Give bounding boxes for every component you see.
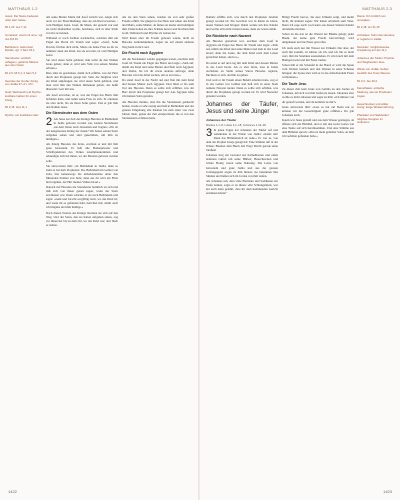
- paragraph: Als Herodes merkte, dass ihn die Sterndeuter getäuscht hatten, wurde er sehr zornig und ließ in Bethlehem und der ganzen Umgebung alle Knaben bis zum Alter von zwei Jahren töten, genau der Zeit entsprechend, die er von den Sterndeutern erfahren hatte.: [122, 99, 194, 120]
- paragraph: Als Josef erwachte, tat er, was der Engel des Herrn ihm befohlen hatte, und nahm seine Frau zu sich. Er erkannte sie aber nicht, bis sie ihren Sohn gebar. Und er gab ihm den Namen Jesus.: [46, 92, 118, 109]
- text-column: [206, 15, 278, 196]
- section-heading: Die Sterndeuter aus dem Osten: [46, 111, 99, 116]
- paragraph: Als Johannes sah, dass viele Pharisäer und Sadduzäer zur Taufe kamen, sagte er zu ihnen: »Ihr Schlangenbrut, wer hat euch denn gelehrt, dass ihr dem kommenden Gericht entrinnen könnt?: [206, 178, 278, 195]
- chapter-number: 3: [206, 127, 213, 140]
- paragraph: Und weil er im Traum einen Befehl erhalten hatte, zog er in das Gebiet von Galiläa und ließ sich in einer Stadt namens Nazaret nieder. Denn es sollte sich erfüllen, was durch die Propheten gesagt worden ist: Er wird Nazoräer genannt werden.: [206, 78, 278, 99]
- subsection-heading: Johannes der Täufer: [206, 118, 237, 123]
- paragraph-text: In jenen Tagen trat Johannes der Täufer auf und verkündete in der Wüste von Judäa: »Kehrt um! Denn das Himmelreich ist nahe.« Er war es, von dem der Prophet Jesaja gesagt hat: Eine Stimme ruft in der Wüste: Bereitet dem Herrn den Weg! Macht gerade seine Straßen!: [206, 127, 278, 153]
- margin-note: Mt 2,15: Hos 11,1: [5, 105, 27, 110]
- part-heading: Johannes der Täufer, Jesus und seine Jünger: [206, 102, 278, 116]
- margin-note: Mt 2,6: Mi 5,1; 2 Sam 5,2: [5, 71, 37, 76]
- running-head: MATTHÄUS 1.2: [8, 6, 38, 11]
- paragraph: Bringt Frucht hervor, die eure Umkehr zeigt, und meint nicht, ihr könntet sagen: Wir haben Abraham zum Vater. Denn ich sage euch: Gott kann aus diesen Steinen Kinder Abrahams machen.: [282, 15, 354, 32]
- paragraph: Johannes trug ein Gewand aus Kamelhaaren und einen ledernen Gürtel um seine Hüften; Heuschrecken und wilder Honig waren seine Nahrung. Die Leute von Jerusalem und ganz Judäa und aus der ganzen Jordangegend zogen zu ihm hinaus; sie bekannten ihre Sünden und ließen sich im Jordan von ihm taufen.: [206, 153, 278, 178]
- margin-note: Nazoräer: möglicherweise Anspielung auf Jes 11,1.: [357, 44, 390, 53]
- text-column: [46, 15, 118, 228]
- paragraph: Als sie den Stern sahen, wurden sie von sehr großer Freude erfüllt. Sie gingen in das Haus und sahen das Kind und Maria, seine Mutter; da fielen sie nieder und huldigten ihm. Dann holten sie ihre Schätze hervor und brachten ihm Gold, Weihrauch und Myrrhe als Gaben dar.: [122, 15, 194, 36]
- paragraph: Als Herodes gestorben war, erschien dem Josef in Ägypten ein Engel des Herrn im Traum und sagte: »Steh auf, nimm das Kind und seine Mutter und zieh in das Land Israel; denn die Leute, die dem Kind nach dem Leben getrachtet haben, sind tot.«: [206, 39, 278, 60]
- text-column: [282, 15, 354, 139]
- paragraph: Als seine Mutter Maria mit Josef verlobt war, zeigte sich noch vor der Eheschließung, dass sie ein Kind erwartete – vom Heiligen Geist. Josef, ihr Mann, der gerecht war und sie nicht bloßstellen wollte, beschloss, sich in aller Stille von ihr zu trennen.: [46, 15, 118, 36]
- margin-note: Wüste von Judäa: Gebiet westlich des Toten Meeres.: [357, 67, 391, 76]
- margin-notes: [357, 15, 395, 129]
- right-page: [200, 0, 400, 500]
- paragraph: Als König Herodes das hörte, erschrak er und mit ihm ganz Jerusalem. Er ließ alle Hohenpriester und Schriftgelehrten des Volkes zusammenkommen und erkundigte sich bei ihnen, wo der Messias geboren werden solle.: [46, 142, 118, 163]
- margin-note: Rama: Ort nördlich von Jerusalem.: [357, 14, 386, 22]
- page-number: 1422: [8, 489, 17, 494]
- paragraph: Da stand Josef in der Nacht auf und floh mit dem Kind und dessen Mutter nach Ägypten. Dort blieb er bis zum Tod des Herodes. Denn es sollte sich erfüllen, was der Herr durch den Propheten gesagt hat: Aus Ägypten habe ich meinen Sohn gerufen.: [122, 78, 194, 99]
- paragraph: Ich taufe euch nur mit Wasser zur Umkehr. Der aber, der nach mir kommt, ist stärker als ich, und ich bin es nicht wert, ihm die Sandalen auszuziehen. Er wird euch mit dem Heiligen Geist und mit Feuer taufen.: [282, 45, 354, 62]
- margin-note: Kamelhaare: einfache Kleidung, wie sie Propheten trugen.: [357, 86, 392, 98]
- paragraph: Sie antworteten ihm: »In Bethlehem in Judäa; denn so steht es bei dem Propheten: Du, Bethlehem im Gebiet von Juda, bist keineswegs die unbedeutendste unter den führenden Städten von Juda; denn aus dir wird ein Fürst hervorgehen, der Hirt meines Volkes Israel.«: [46, 163, 118, 184]
- margin-note: Mt 3,3: Jes 40,3: [357, 78, 377, 83]
- margin-note: Mt 2,18: Jer 31,15: [357, 25, 380, 30]
- margin-note: Herodes der Große: König von Judäa 37–4 v. Chr.: [5, 78, 38, 87]
- paragraph: Weil ihnen aber im Traum geboten wurde, nicht zu Herodes zurückzukehren, zogen sie auf einem anderen Weg heim in ihr Land.: [122, 36, 194, 49]
- paragraph: Kaum war Jesus getauft und aus dem Wasser gestiegen, da öffnete sich der Himmel, und er sah den Geist Gottes wie eine Taube auf sich herabkommen. Und eine Stimme aus dem Himmel sprach: »Das ist mein geliebter Sohn, an dem ich Gefallen gefunden habe.«: [282, 118, 354, 139]
- paragraph: Da stand er auf und zog mit dem Kind und dessen Mutter in das Land Israel. Als er aber hörte, dass in Judäa Archelaus an Stelle seines Vaters Herodes regierte, fürchtete er sich, dorthin zu gehen.: [206, 60, 278, 77]
- page-number: 1423: [383, 489, 392, 494]
- text-column: [122, 15, 194, 121]
- paragraph: Danach rief Herodes die Sterndeuter heimlich zu sich und ließ sich von ihnen genau sagen, wann der Stern erschienen war. Dann schickte er sie nach Bethlehem und sagte: »Geht und forscht sorgfältig nach, wo das Kind ist; und wenn ihr es gefunden habt, berichtet mir, damit auch ich hingehe und ihm huldige.«: [46, 185, 118, 210]
- margin-note: Myrrhe: ein kostbares Harz.: [5, 112, 40, 117]
- margin-notes: [5, 15, 43, 122]
- section-heading: Die Taufe Jesu: [282, 81, 307, 86]
- paragraph: Schon hält er die Schaufel in der Hand; er wird die Spreu vom Weizen trennen und den Weizen in seine Scheune bringen; die Spreu aber wird er in nie erlöschendem Feuer verbrennen.«: [282, 63, 354, 80]
- paragraph: Sie wird einen Sohn gebären; ihm sollst du den Namen Jesus geben; denn er wird sein Volk von seinen Sünden erlösen.«: [46, 57, 118, 70]
- paragraph: Damals erfüllte sich, was durch den Propheten Jeremia gesagt worden ist: Ein Geschrei war in Rama zu hören, lautes Weinen und Klagen: Rahel weinte um ihre Kinder und wollte sich nicht trösten lassen, denn sie waren dahin.: [206, 15, 278, 32]
- running-head: MATTHÄUS 2.3: [362, 6, 392, 11]
- paragraph: Als die Sterndeuter wieder gegangen waren, erschien dem Josef im Traum ein Engel des Herrn und sagte: »Steh auf, nimm das Kind und seine Mutter und flieh nach Ägypten; dort bleibe, bis ich dir etwas anderes auftrage; denn Herodes wird das Kind suchen, um es zu töten.«: [122, 56, 194, 77]
- margin-note: Jesus: Der Name bedeutet »Der Herr rettet«.: [5, 14, 39, 22]
- paragraph: Nach diesen Worten des Königs machten sie sich auf den Weg. Und der Stern, den sie hatten aufgehen sehen, zog vor ihnen her bis zu dem Ort, wo das Kind war; dort blieb er stehen.: [46, 210, 118, 227]
- margin-note: Heuschrecken und wilder Honig: karge Wüstennahrung.: [357, 101, 395, 110]
- paragraph-text: Als Jesus zur Zeit des Königs Herodes in Bethlehem in Judäa geboren worden war, kamen Sterndeuter aus dem Osten nach Jerusalem und fragten: »Wo ist der neugeborene König der Juden? Wir haben seinen Stern aufgehen sehen und sind gekommen, um ihm zu huldigen.«: [46, 116, 118, 142]
- margin-note: Pharisäer und Sadduzäer: religiöse Gruppen im Judentum.: [357, 112, 390, 125]
- section-heading: Die Rückkehr nach Nazaret: [206, 33, 252, 38]
- margin-note: Mt 1,23: Jes 7,14: [5, 25, 27, 30]
- margin-note: Bethlehem: Geburtsort Davids; vgl. 1 Sam 16,1.: [5, 44, 36, 53]
- section-heading: Die Flucht nach Ägypten: [122, 51, 164, 56]
- paragraph: Dies alles ist geschehen, damit sich erfüllte, was der Herr durch den Propheten gesagt hat: Seht, die Jungfrau wird ein Kind empfangen, sie wird einen Sohn gebären, und man wird ihm den Namen Immanuel geben, das heißt übersetzt: Gott mit uns.: [46, 71, 118, 92]
- paragraph: Während er noch darüber nachdachte, erschien ihm ein Engel des Herrn im Traum und sagte: »Josef, Sohn Davids, fürchte dich nicht, Maria als deine Frau zu dir zu nehmen; denn das Kind, das sie erwartet, ist vom Heiligen Geist.: [46, 36, 118, 57]
- chapter-number: 2: [46, 116, 53, 129]
- parallel-references: Markus 1,1–8; Lukas 3,1–18; Johannes 1,19–28: [206, 122, 266, 127]
- margin-note: Johannes der Täufer: Prophet und Wegbereiter Jesu.: [357, 55, 395, 64]
- margin-note: Gold, Weihrauch und Myrrhe: kostbare Gaben für einen König.: [5, 90, 42, 102]
- margin-note: Sterndeuter: wörtlich »Magier«; gelehrte Männer aus dem Osten.: [5, 55, 39, 68]
- paragraph: Zu dieser Zeit kam Jesus von Galiläa an den Jordan zu Johannes, um sich von ihm taufen zu lassen. Johannes aber wollte es nicht zulassen und sagte zu ihm: »Ich müsste von dir getauft werden, und du kommst zu mir?«: [282, 87, 355, 104]
- paragraph: [206, 128, 278, 152]
- paragraph: [46, 117, 118, 141]
- margin-note: Archelaus: Sohn des Herodes; er regierte in Judäa.: [357, 33, 395, 41]
- margin-note: Immanuel: »Gott mit uns«; vgl. Jes 8,8.10.: [5, 33, 43, 41]
- paragraph: Schon ist die Axt an die Wurzel der Bäume gelegt; jeder Baum, der keine gute Frucht hervorbringt, wird umgehauen und ins Feuer geworfen.: [282, 32, 354, 45]
- paragraph: Jesus antwortete ihm: »Lass es nur zu! Denn nur so können wir die Gerechtigkeit ganz erfüllen.« Da gab Johannes nach.: [282, 104, 354, 117]
